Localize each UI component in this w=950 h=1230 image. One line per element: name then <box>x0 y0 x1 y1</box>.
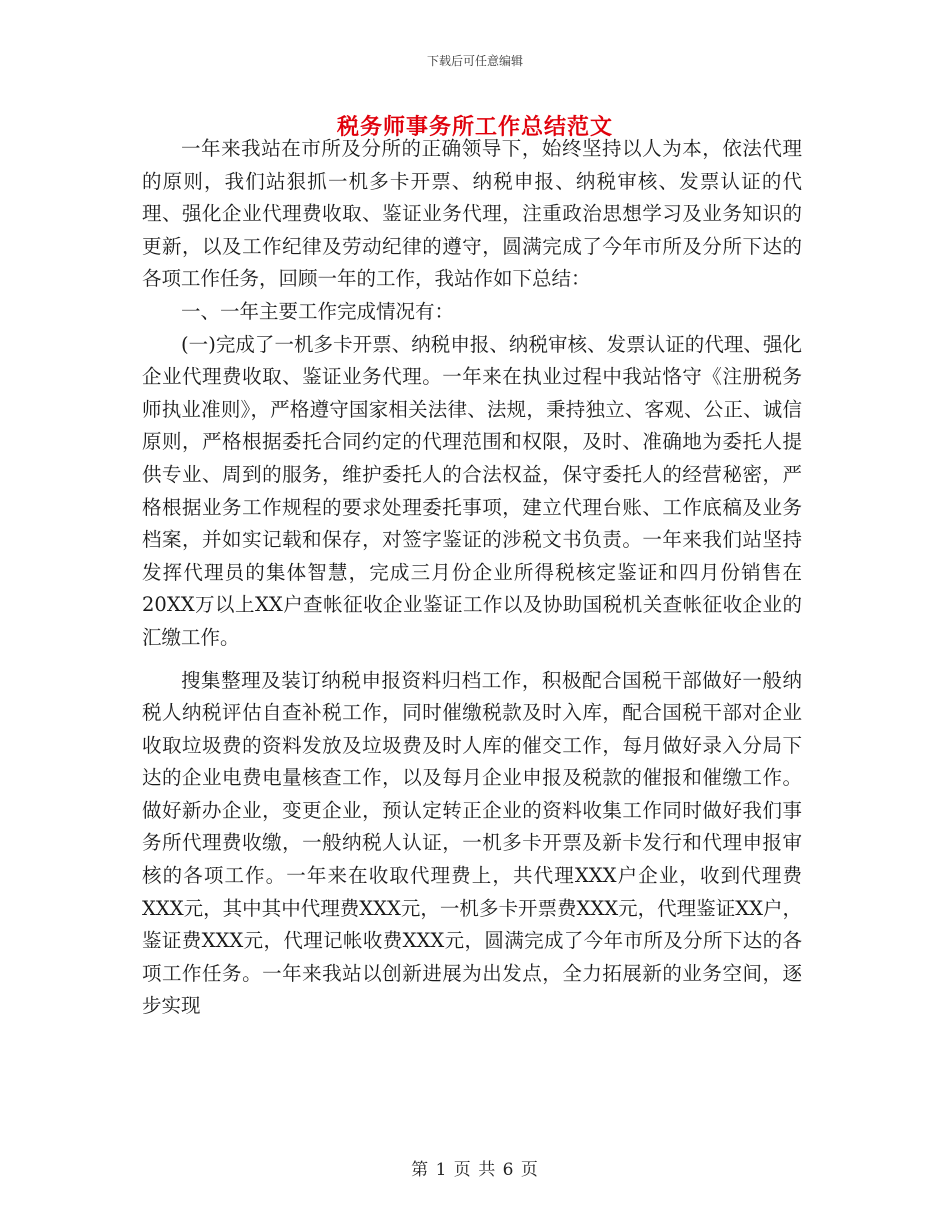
header-note: 下载后可任意编辑 <box>426 54 523 68</box>
page-number: 第 1 页 共 6 页 <box>411 1160 539 1180</box>
paragraph-section-heading: 一、一年主要工作完成情况有： <box>181 299 455 323</box>
paragraph-intro: 一年来我站在市所及分所的正确领导下，始终坚持以人为本，依法代理的原则，我们站狠抓一机多卡开票、纳税申报、纳税审核、发票认证的代理、强化企业代理费收取、鉴证业务代理，注重政治思想学习及业务知识的更新，以及工作纪律及劳动纪律的遵守，圆满完成了今年市所及分所下达的各项工作任务，回顾一年的工作，我站作如下总结： <box>142 137 802 291</box>
document-title: 税务师事务所工作总结范文 <box>336 114 613 140</box>
paragraph-archiving: 搜集整理及装订纳税申报资料归档工作，积极配合国税干部做好一般纳税人纳税评估自查补税工作，同时催缴税款及时入库，配合国税干部对企业收取垃圾费的资料发放及垃圾费及时人库的催交工作，每月做好录入分局下达的企业电费电量核查工作，以及每月企业申报及税款的催报和催缴工作。做好新办企业，变更企业，预认定转正企业的资料收集工作同时做好我们事务所代理费收缴，一般纳税人认证，一机多卡开票及新卡发行和代理申报审核的各项工作。一年来在收取代理费上，共代理XXX户企业，收到代理费XXX元，其中其中代理费XXX元，一机多卡开票费XXX元，代理鉴证XX户，鉴证费XXX元，代理记帐收费XXX元，圆满完成了今年市所及分所下达的各项工作任务。一年来我站以创新进展为出发点，全力拓展新的业务空间，逐步实现 <box>142 668 802 1018</box>
document-body <box>142 133 802 1023</box>
paragraph-section-one: (一)完成了一机多卡开票、纳税申报、纳税审核、发票认证的代理、强化企业代理费收取、鉴证业务代理。一年来在执业过程中我站恪守《注册税务师执业准则》，严格遵守国家相关法律、法规，秉持独立、客观、公正、诚信原则，严格根据委托合同约定的代理范围和权限，及时、准确地为委托人提供专业、周到的服务，维护委托人的合法权益，保守委托人的经营秘密，严格根据业务工作规程的要求处理委托事项，建立代理台账、工作底稿及业务档案，并如实记载和保存，对签字鉴证的涉税文书负责。一年来我们站坚持发挥代理员的集体智慧，完成三月份企业所得税核定鉴证和四月份销售在20XX万以上XX户查帐征收企业鉴证工作以及协助国税机关查帐征收企业的汇缴工作。 <box>142 332 802 649</box>
